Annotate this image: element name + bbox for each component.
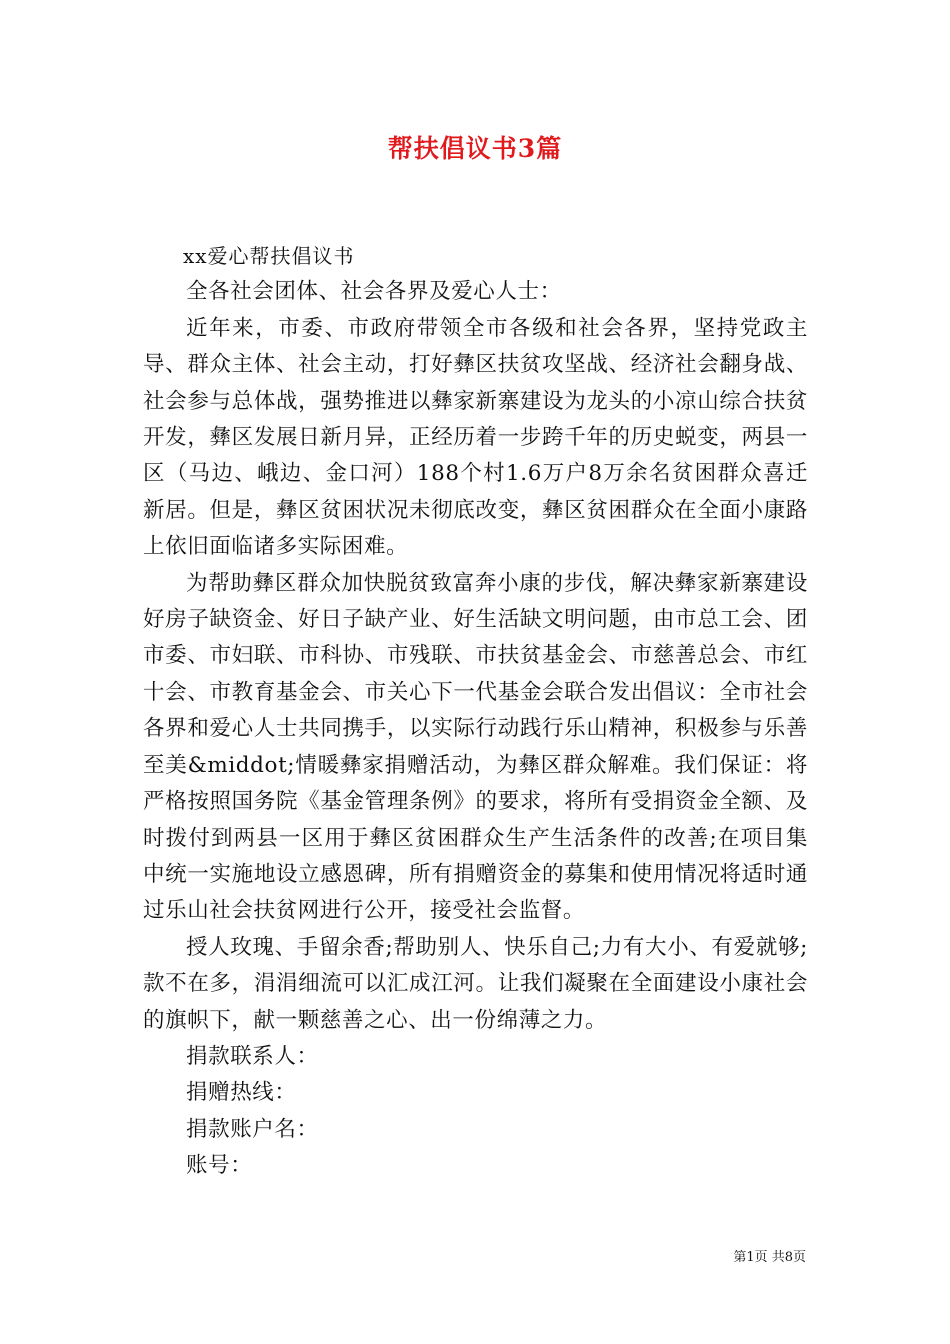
salutation: 全各社会团体、社会各界及爱心人士： <box>186 279 562 305</box>
document-title: 帮扶倡议书3篇 <box>387 134 563 163</box>
page-number: 第1页 共8页 <box>733 1250 806 1265</box>
contact-person-line: 捐款联系人： <box>186 1043 319 1069</box>
document-subtitle: xx爱心帮扶倡议书 <box>183 244 355 268</box>
document-body <box>143 238 808 1185</box>
paragraph: 近年来，市委、市政府带领全市各级和社会各界，坚持党政主导、群众主体、社会主动，打好彝区扶贫攻坚战、经济社会翻身战、社会参与总体战，强势推进以彝家新寨建设为龙头的小凉山综合扶贫开发，彝区发展日新月异，正经历着一步跨千年的历史蜕变，两县一区（马边、峨边、金口河）188个村1.6万户8万余名贫困群众喜迁新居。但是，彝区贫困状况未彻底改变，彝区贫困群众在全面小康路上依旧面临诸多实际困难。 <box>143 315 808 560</box>
hotline-line: 捐赠热线： <box>186 1080 297 1106</box>
account-number-line: 账号： <box>186 1153 253 1179</box>
paragraph: 为帮助彝区群众加快脱贫致富奔小康的步伐，解决彝家新寨建设好房子缺资金、好日子缺产业、好生活缺文明问题，由市总工会、团市委、市妇联、市科协、市残联、市扶贫基金会、市慈善总会、市红十会、市教育基金会、市关心下一代基金会联合发出倡议：全市社会各界和爱心人士共同携手，以实际行动践行乐山精神，积极参与乐善至美&middot;情暖彝家捐赠活动，为彝区群众解难。我们保证：将严格按照国务院《基金管理条例》的要求，将所有受捐资金全额、及时拨付到两县一区用于彝区贫困群众生产生活条件的改善;在项目集中统一实施地设立感恩碑，所有捐赠资金的募集和使用情况将适时通过乐山社会扶贫网进行公开，接受社会监督。 <box>143 570 808 924</box>
paragraph: 授人玫瑰、手留余香;帮助别人、快乐自己;力有大小、有爱就够;款不在多，涓涓细流可以汇成江河。让我们凝聚在全面建设小康社会的旗帜下，献一颗慈善之心、出一份绵薄之力。 <box>143 934 808 1033</box>
account-name-line: 捐款账户名： <box>186 1116 319 1142</box>
